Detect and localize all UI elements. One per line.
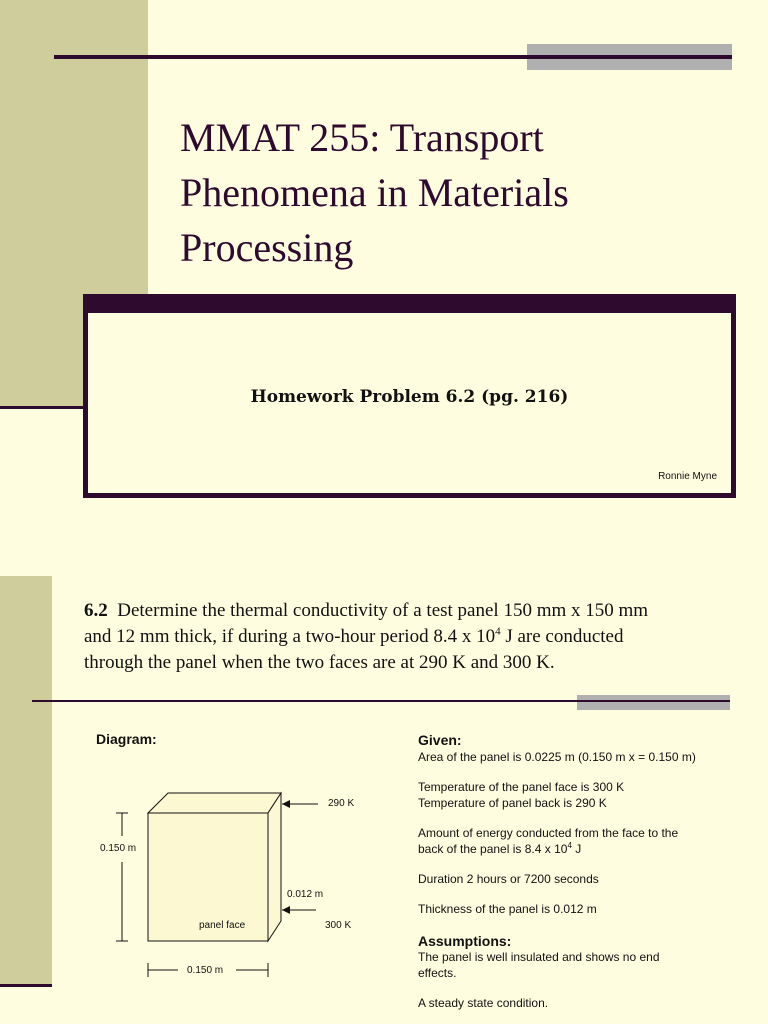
grey-bar-rule (577, 700, 730, 702)
panel-side (268, 793, 281, 941)
diagram-label: Diagram: (96, 731, 157, 747)
title-line: MMAT 255: Transport (180, 115, 544, 160)
face-temperature: 300 K (325, 920, 352, 931)
given-text: J (571, 842, 582, 856)
left-rule (0, 406, 84, 409)
given-item: Area of the panel is 0.0225 m (0.150 m x = 0.150 m) (418, 750, 696, 764)
author: Ronnie Myne (658, 471, 717, 482)
slide-title (180, 110, 740, 275)
given-item (418, 841, 763, 857)
assumption-item: The panel is well insulated and shows no end (418, 950, 660, 964)
panel-face-label: panel face (199, 920, 246, 931)
top-temperature: 290 K (328, 798, 355, 809)
assumption-item: A steady state condition. (418, 996, 549, 1010)
problem-line: J are conducted (500, 626, 624, 647)
panel-top (148, 793, 281, 813)
given-section (418, 732, 763, 1011)
problem-slide (0, 576, 768, 1024)
problem-line: through the panel when the two faces are at 290 K and 300 K. (84, 652, 555, 673)
given-item: Thickness of the panel is 0.012 m (418, 902, 597, 916)
grey-accent-bar (577, 695, 730, 710)
problem-line: and 12 mm thick, if during a two-hour period 8.4 x 10 (84, 626, 496, 647)
problem-line: Determine the thermal conductivity of a test panel 150 mm x 150 mm (117, 600, 649, 621)
panel-diagram (0, 776, 400, 1024)
title-line: Processing (180, 225, 354, 270)
given-item: Amount of energy conducted from the face to the (418, 826, 679, 840)
given-item: Duration 2 hours or 7200 seconds (418, 872, 599, 886)
problem-number: 6.2 (84, 600, 108, 621)
assumption-item: effects. (418, 966, 457, 980)
exponent: 4 (567, 841, 572, 850)
given-item: Temperature of panel back is 290 K (418, 796, 607, 810)
subtitle: Homework Problem 6.2 (pg. 216) (250, 387, 569, 407)
given-text: back of the panel is 8.4 x 10 (418, 842, 568, 856)
height-dimension: 0.150 m (100, 843, 137, 854)
thickness-dimension: 0.012 m (287, 889, 324, 900)
width-dimension: 0.150 m (187, 965, 224, 976)
subtitle-box (83, 294, 736, 498)
top-arrowhead (282, 800, 290, 808)
assumptions-heading: Assumptions: (418, 933, 512, 949)
face-arrowhead (282, 906, 290, 914)
given-heading: Given: (418, 732, 462, 748)
exponent: 4 (495, 625, 501, 638)
title-line: Phenomena in Materials (180, 170, 569, 215)
grey-bar-rule (527, 55, 732, 59)
problem-statement (84, 598, 744, 676)
given-item: Temperature of the panel face is 300 K (418, 780, 625, 794)
